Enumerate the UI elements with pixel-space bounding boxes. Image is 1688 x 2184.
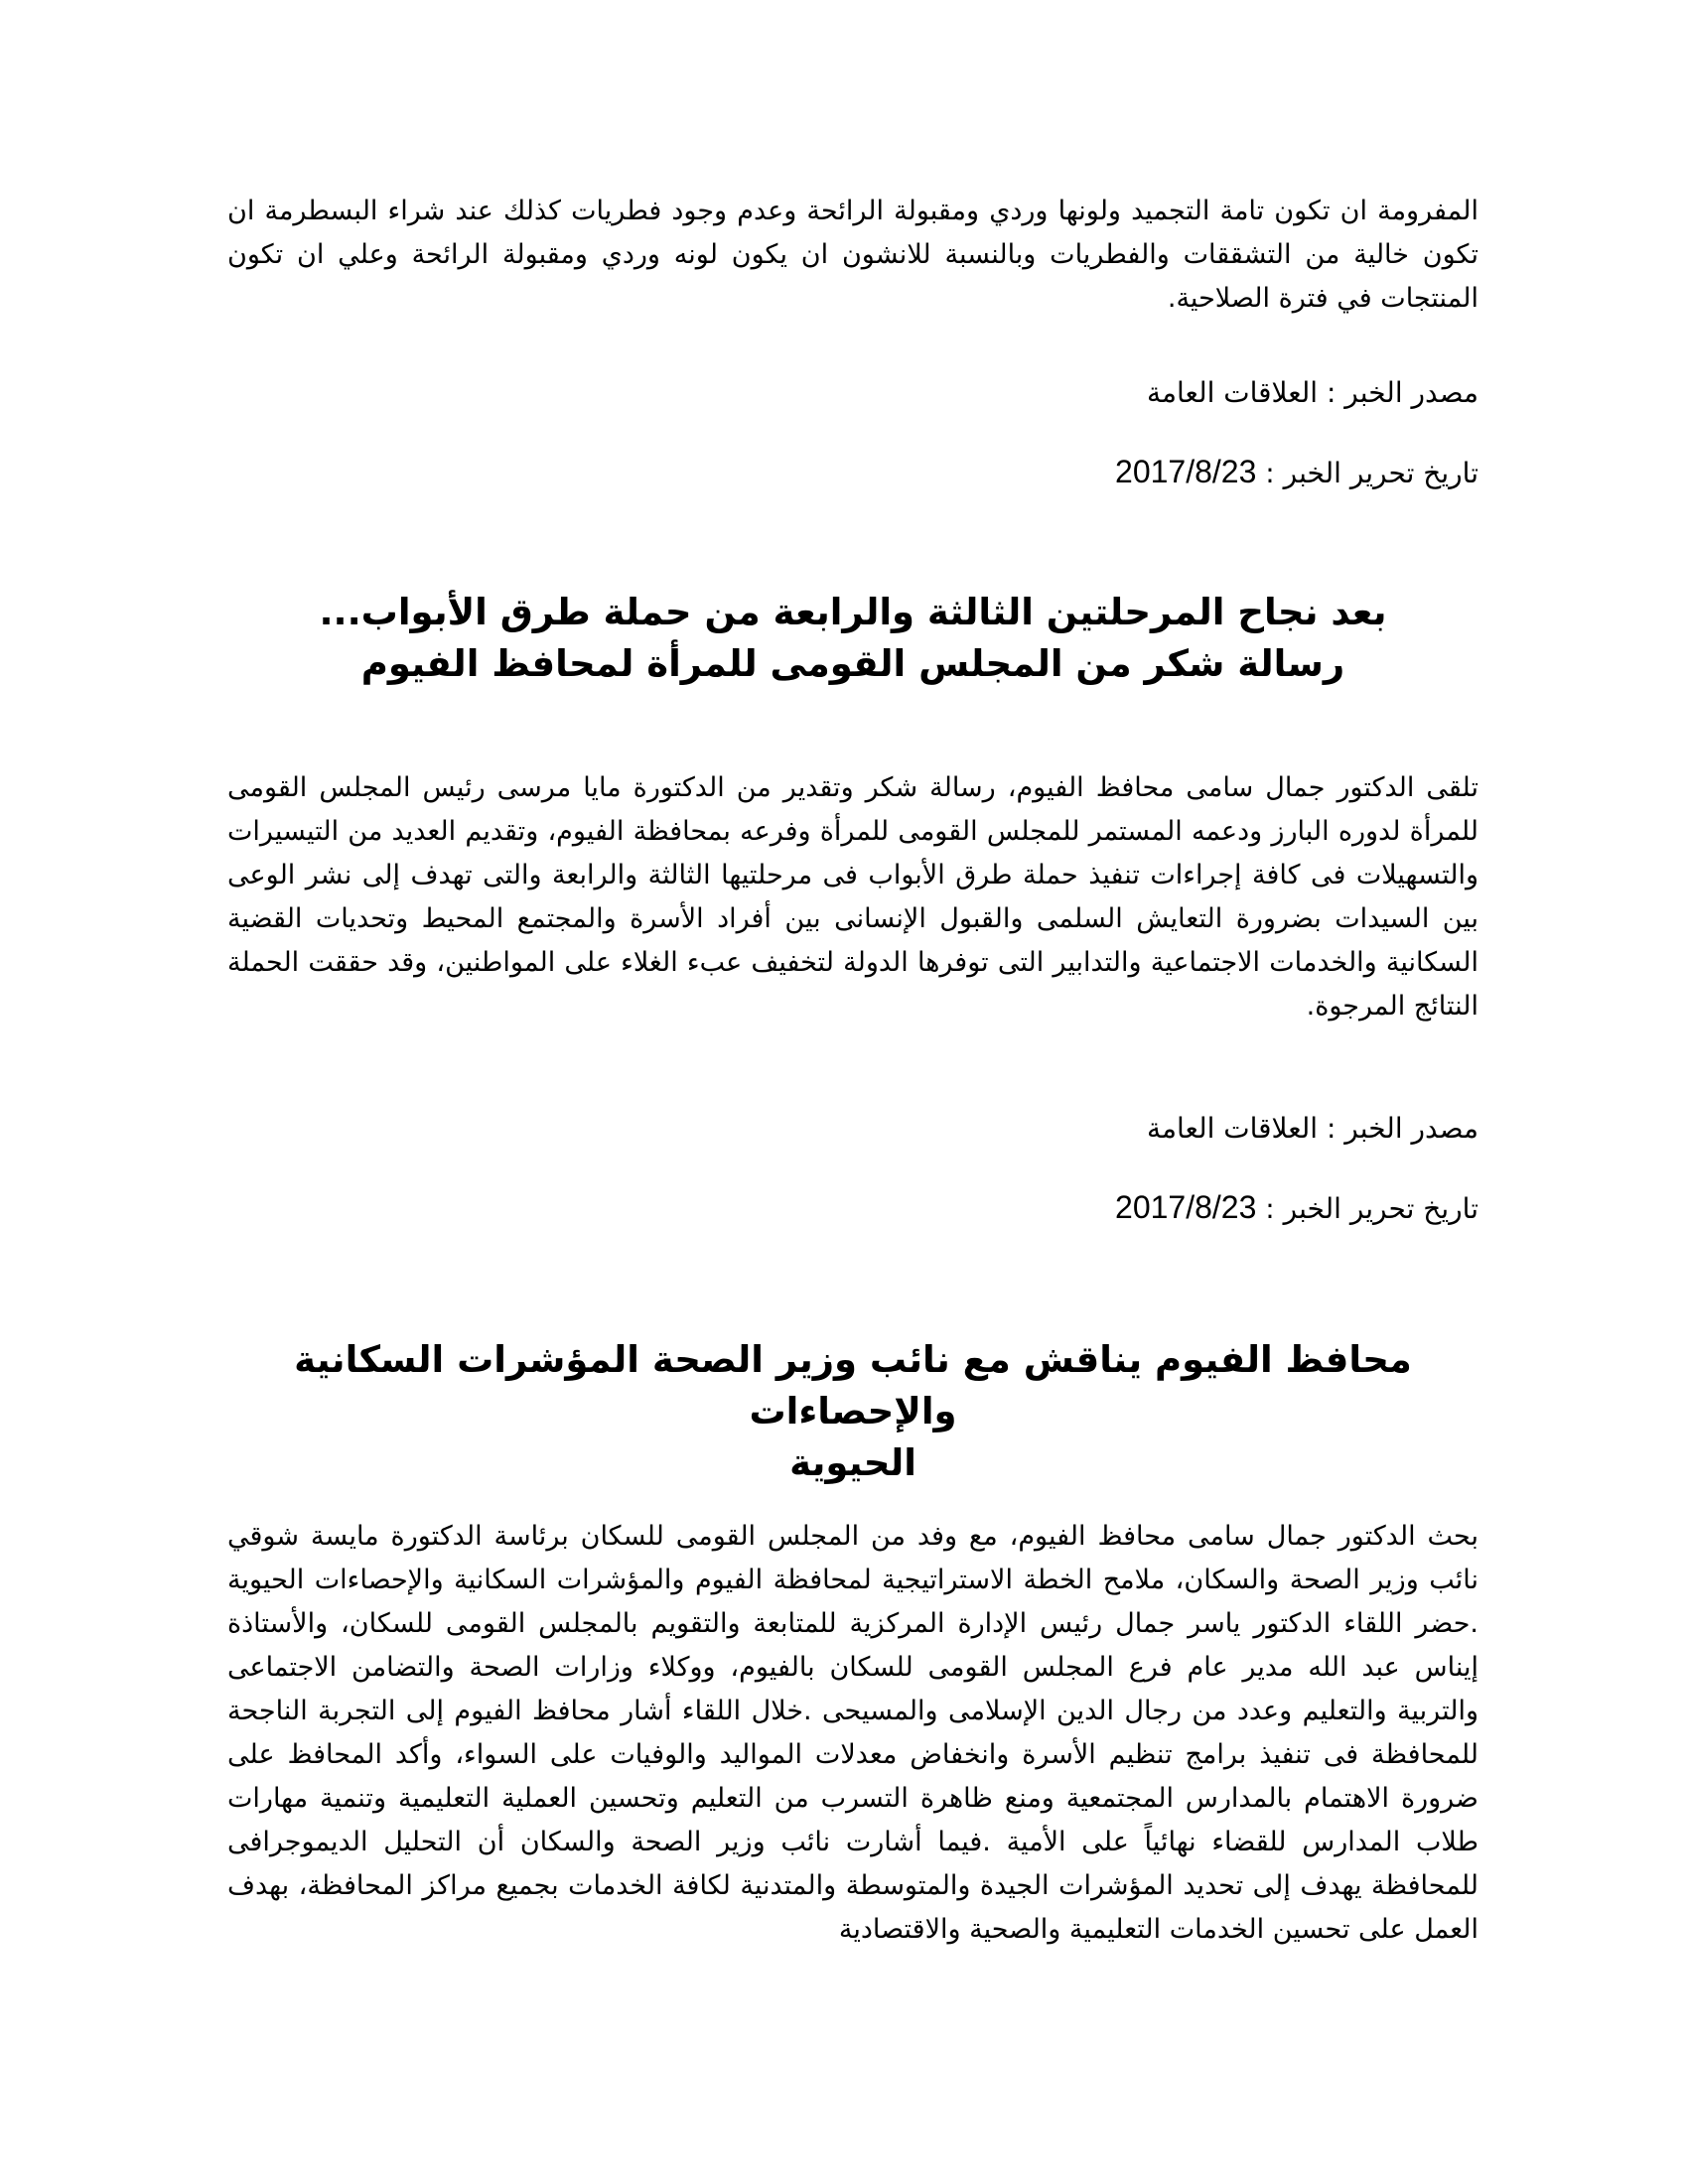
article1-title <box>227 587 1478 690</box>
intro-paragraph: المفرومة ان تكون تامة التجميد ولونها وردي ومقبولة الرائحة وعدم وجود فطريات كذلك عند شراء البسطرمة ان تكون خالية من التشققات والفطريات وبالنسبة للانشون ان يكون لونه وردي ومقبولة الرائحة وعلي ان تكون المنتجات في فترة الصلاحية. <box>227 196 1478 314</box>
intro-date-value: 2017/8/23 <box>1115 454 1257 489</box>
article1-date-label: تاريخ تحرير الخبر : <box>1265 1192 1478 1225</box>
article1-date-value: 2017/8/23 <box>1115 1189 1257 1225</box>
article2-title-line2: الحيوية <box>789 1441 916 1484</box>
article2-body: بحث الدكتور جمال سامى محافظ الفيوم، مع وفد من المجلس القومى للسكان برئاسة الدكتورة مايسة شوقي نائب وزير الصحة والسكان، ملامح الخطة الاستراتيجية لمحافظة الفيوم والمؤشرات السكانية والإحصاءات الحيوية .حضر اللقاء الدكتور ياسر جمال رئيس الإدارة المركزية للمتابعة والتقويم بالمجلس القومى للسكان، والأستاذة إيناس عبد الله مدير عام فرع المجلس القومى للسكان بالفيوم، ووكلاء وزارات الصحة والتضامن الاجتماعى والتربية والتعليم وعدد من رجال الدين الإسلامى والمسيحى .خلال اللقاء أشار محافظ الفيوم إلى التجربة الناجحة للمحافظة فى تنفيذ برامج تنظيم الأسرة وانخفاض معدلات المواليد والوفيات على السواء، وأكد المحافظ على ضرورة الاهتمام بالمدارس المجتمعية ومنع ظاهرة التسرب من التعليم وتحسين العملية التعليمية وتنمية مهارات طلاب المدارس للقضاء نهائياً على الأمية .فيما أشارت نائب وزير الصحة والسكان أن التحليل الديموجرافى للمحافظة يهدف إلى تحديد المؤشرات الجيدة والمتوسطة والمتدنية لكافة الخدمات بجميع مراكز المحافظة، بهدف العمل على تحسين الخدمات التعليمية والصحية والاقتصادية <box>227 1521 1478 1945</box>
article1-news-source: مصدر الخبر : العلاقات العامة <box>1147 1112 1478 1145</box>
article2-title <box>227 1334 1478 1489</box>
article2-title-line1: محافظ الفيوم يناقش مع نائب وزير الصحة المؤشرات السكانية والإحصاءات <box>294 1338 1412 1433</box>
intro-news-source: مصدر الخبر : العلاقات العامة <box>1147 376 1478 409</box>
article1-title-line2: رسالة شكر من المجلس القومى للمرأة لمحافظ الفيوم <box>360 642 1345 685</box>
article1-body: تلقى الدكتور جمال سامى محافظ الفيوم، رسالة شكر وتقدير من الدكتورة مايا مرسى رئيس المجلس القومى للمرأة لدوره البارز ودعمه المستمر للمجلس القومى للمرأة وفرعه بمحافظة الفيوم، وتقديم العديد من التيسيرات والتسهيلات فى كافة إجراءات تنفيذ حملة طرق الأبواب فى مرحلتيها الثالثة والرابعة والتى تهدف إلى نشر الوعى بين السيدات بضرورة التعايش السلمى والقبول الإنسانى بين أفراد الأسرة والمجتمع المحيط وتحديات القضية السكانية والخدمات الاجتماعية والتدابير التى توفرها الدولة لتخفيف عبء الغلاء على المواطنين، وقد حققت الحملة النتائج المرجوة. <box>227 772 1478 1022</box>
article1-title-line1: بعد نجاح المرحلتين الثالثة والرابعة من حملة طرق الأبواب... <box>319 591 1387 633</box>
intro-date-label: تاريخ تحرير الخبر : <box>1265 457 1478 489</box>
intro-news-date <box>227 452 1478 493</box>
article1-news-date <box>227 1187 1478 1229</box>
